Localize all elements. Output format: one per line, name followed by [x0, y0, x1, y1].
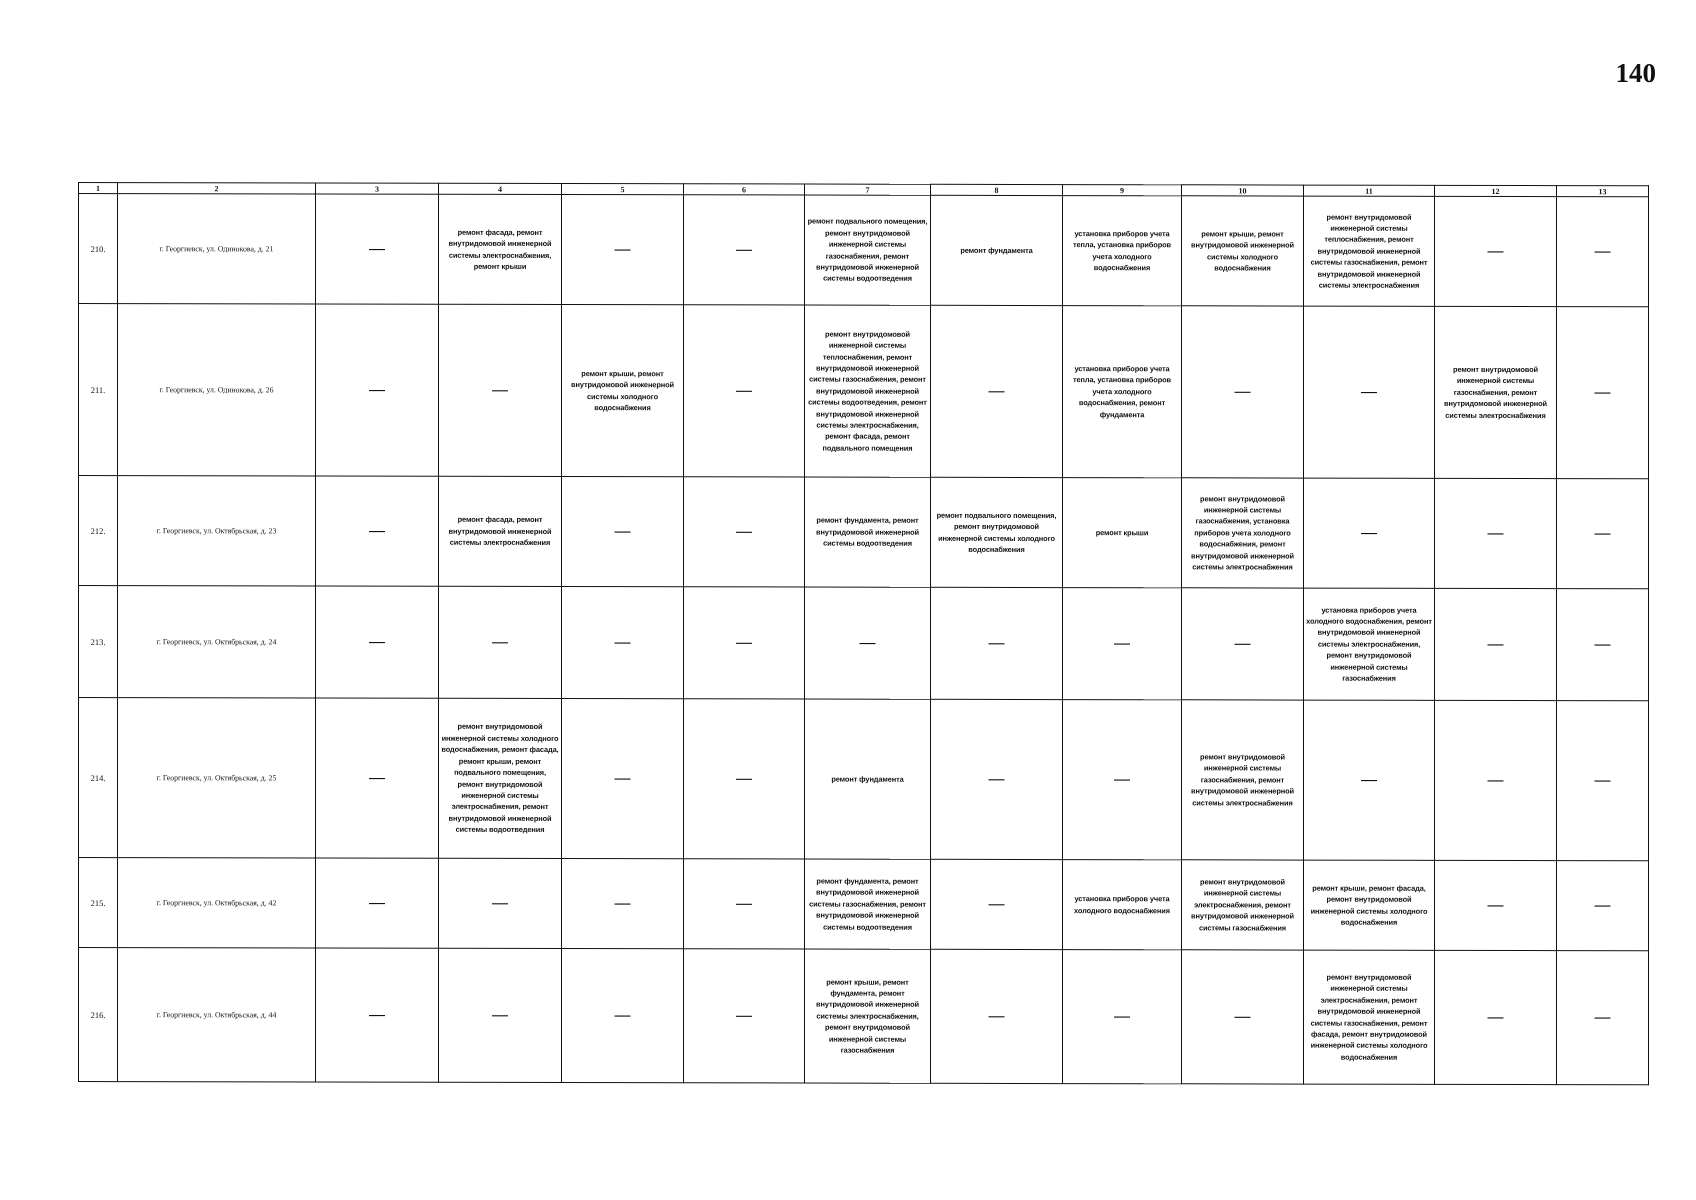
table-cell [1182, 588, 1304, 700]
table-cell [439, 698, 562, 858]
table-cell [684, 949, 805, 1083]
empty-dash: — [859, 634, 876, 652]
work-description: ремонт внутридомовой инженерной системы электроснабжения, ремонт внутридомовой инженерной системы газоснабжения [1191, 877, 1294, 933]
work-description: установка приборов учета тепла, установка приборов учета холодного водоснабжения [1073, 228, 1171, 273]
table-cell [1435, 700, 1557, 860]
address-cell: г. Георгиевск, ул. Октябрьская, д. 23 [118, 476, 316, 586]
empty-dash: — [736, 381, 752, 399]
empty-dash: — [1487, 242, 1504, 260]
empty-dash: — [1114, 634, 1130, 652]
table-cell [1304, 196, 1435, 306]
empty-dash: — [492, 381, 508, 399]
table-cell [439, 586, 562, 698]
table-cell [439, 476, 562, 586]
table-cell [1182, 700, 1304, 860]
table-cell [1435, 196, 1557, 306]
empty-dash: — [736, 894, 752, 912]
table-cell [1182, 478, 1304, 588]
table-cell [1063, 306, 1182, 478]
empty-dash: — [614, 633, 631, 651]
table-cell [1182, 860, 1304, 950]
work-description: установка приборов учета холодного водоснабжения, ремонт внутридомовой инженерной системы электроснабжения, ремонт внутридомовой инженерной системы газоснабжения [1306, 605, 1432, 683]
table-cell [1182, 306, 1304, 478]
empty-dash: — [1594, 242, 1611, 260]
empty-dash: — [1487, 524, 1504, 542]
empty-dash: — [1234, 382, 1251, 400]
empty-dash: — [492, 1006, 508, 1024]
table-cell [931, 305, 1063, 477]
empty-dash: — [988, 382, 1005, 400]
table-row [79, 586, 1649, 701]
work-description: ремонт внутридомовой инженерной системы теплоснабжения, ремонт внутридомовой инженерной системы газоснабжения, ремонт внутридомовой инженерной системы электроснабжения [1310, 212, 1428, 290]
empty-dash: — [369, 894, 385, 912]
column-header: 1 [79, 183, 118, 194]
table-cell [684, 477, 805, 587]
empty-dash: — [1594, 1008, 1611, 1026]
empty-dash: — [1361, 771, 1377, 789]
table-cell [1557, 861, 1649, 951]
address-cell: г. Георгиевск, ул. Октябрьская, д. 44 [118, 948, 316, 1082]
address-cell: г. Георгиевск, ул. Октябрьская, д. 24 [118, 586, 316, 698]
address-cell: г. Георгиевск, ул. Одинокова, д. 21 [118, 194, 316, 304]
table-cell [684, 859, 805, 949]
work-description: установка приборов учета тепла, установка приборов учета холодного водоснабжения, ремонт фундамента [1073, 364, 1171, 419]
empty-dash: — [736, 522, 752, 540]
row-number: 212. [79, 476, 118, 586]
empty-dash: — [1361, 524, 1377, 542]
table-cell [684, 587, 805, 699]
empty-dash: — [492, 633, 508, 651]
work-description: ремонт фундамента, ремонт внутридомовой инженерной системы водоотведения [816, 515, 919, 548]
row-number: 216. [79, 948, 118, 1082]
column-header: 9 [1063, 185, 1182, 196]
row-number: 210. [79, 194, 118, 304]
column-header: 12 [1435, 185, 1557, 196]
address-cell: г. Георгиевск, ул. Октябрьская, д. 25 [118, 698, 316, 858]
empty-dash: — [988, 770, 1005, 788]
work-description: ремонт фундамента, ремонт внутридомовой инженерной системы газоснабжения, ремонт внутридомовой инженерной системы водоотведения [809, 876, 926, 932]
table-cell [1304, 860, 1435, 950]
empty-dash: — [1594, 524, 1611, 542]
table-cell [1435, 860, 1557, 950]
table-cell [1304, 700, 1435, 860]
empty-dash: — [1114, 770, 1130, 788]
empty-dash: — [1487, 635, 1504, 653]
work-description: ремонт внутридомовой инженерной системы газоснабжения, ремонт внутридомовой инженерной системы электроснабжения [1191, 752, 1294, 808]
work-description: ремонт внутридомовой инженерной системы газоснабжения, установка приборов учета холодного водоснабжения, ремонт внутридомовой инженерной системы электроснабжения [1191, 493, 1294, 572]
table-cell [1304, 588, 1435, 700]
table-cell [931, 949, 1063, 1083]
table-cell [684, 699, 805, 859]
table-cell [931, 195, 1063, 305]
table-cell [1435, 950, 1557, 1084]
row-number: 213. [79, 586, 118, 698]
empty-dash: — [988, 895, 1005, 913]
empty-dash: — [1594, 635, 1611, 653]
table-cell [1557, 307, 1649, 479]
table-row [79, 194, 1649, 307]
empty-dash: — [614, 240, 631, 258]
table-row [79, 948, 1649, 1085]
column-header: 7 [805, 184, 931, 195]
table-cell [805, 949, 931, 1083]
empty-dash: — [736, 769, 752, 787]
empty-dash: — [1114, 1007, 1130, 1025]
table-cell [931, 477, 1063, 587]
capital-repair-table [78, 182, 1649, 1085]
table-cell [684, 195, 805, 305]
table-cell [439, 858, 562, 948]
row-number: 211. [79, 304, 118, 476]
table-cell [1557, 589, 1649, 701]
column-header: 4 [439, 183, 562, 194]
table-cell [316, 698, 439, 858]
table-cell [1063, 478, 1182, 588]
empty-dash: — [1234, 634, 1251, 652]
table-cell [931, 859, 1063, 949]
table-cell [1063, 588, 1182, 700]
row-number: 214. [79, 698, 118, 858]
table-cell [805, 195, 931, 305]
empty-dash: — [614, 522, 631, 540]
empty-dash: — [492, 894, 508, 912]
empty-dash: — [1594, 383, 1611, 401]
table-cell [1182, 196, 1304, 306]
table-cell [439, 194, 562, 304]
table-cell [805, 699, 931, 859]
empty-dash: — [736, 1006, 752, 1024]
address-cell: г. Георгиевск, ул. Одинокова, д. 26 [118, 304, 316, 476]
table-cell [562, 305, 684, 477]
address-cell: г. Георгиевск, ул. Октябрьская, д. 42 [118, 858, 316, 948]
empty-dash: — [614, 894, 631, 912]
empty-dash: — [1594, 771, 1611, 789]
empty-dash: — [1487, 896, 1504, 914]
table-row [79, 698, 1649, 861]
table-row [79, 304, 1649, 479]
table-cell [931, 587, 1063, 699]
work-description: ремонт фундамента [831, 774, 904, 784]
table-cell [439, 304, 562, 476]
empty-dash: — [614, 1006, 631, 1024]
empty-dash: — [614, 769, 631, 787]
table-cell [1063, 700, 1182, 860]
work-description: ремонт фасада, ремонт внутридомовой инженерной системы электроснабжения [448, 515, 552, 548]
column-header: 8 [931, 184, 1063, 195]
table-cell [1304, 306, 1435, 478]
empty-dash: — [1487, 1008, 1504, 1026]
empty-dash: — [1361, 383, 1377, 401]
table-cell [805, 477, 931, 587]
empty-dash: — [736, 633, 752, 651]
table-cell [316, 476, 439, 586]
table-row [79, 858, 1649, 951]
table-cell [1182, 950, 1304, 1084]
empty-dash: — [1594, 896, 1611, 914]
table-cell [1304, 950, 1435, 1084]
empty-dash: — [1487, 771, 1504, 789]
table-cell [316, 194, 439, 304]
table-cell [1063, 860, 1182, 950]
table-cell [439, 948, 562, 1082]
column-header: 13 [1557, 186, 1649, 197]
work-description: ремонт подвального помещения, ремонт внутридомовой инженерной системы газоснабжения, ремонт внутридомовой инженерной системы водоотведения [807, 216, 928, 284]
table-cell [1063, 196, 1182, 306]
empty-dash: — [369, 633, 385, 651]
work-description: ремонт крыши, ремонт внутридомовой инженерной системы холодного водоснабжения [571, 368, 674, 413]
table-cell [316, 948, 439, 1082]
work-description: ремонт фундамента [960, 245, 1033, 255]
table-cell [1557, 951, 1649, 1085]
table-cell [562, 195, 684, 305]
row-number: 215. [79, 858, 118, 948]
table-cell [684, 305, 805, 477]
work-description: ремонт внутридомовой инженерной системы теплоснабжения, ремонт внутридомовой инженерной системы газоснабжения, ремонт внутридомовой инженерной системы водоотведения, ремонт внутридомовой инженерной системы электроснабжения, ремонт фасада, ремонт подвального помещения [808, 329, 927, 453]
column-header: 11 [1304, 185, 1435, 196]
work-description: ремонт фасада, ремонт внутридомовой инженерной системы электроснабжения, ремонт крыши [448, 227, 552, 271]
work-description: ремонт крыши, ремонт фасада, ремонт внутридомовой инженерной системы холодного водоснабжения [1310, 883, 1428, 927]
column-header: 6 [684, 184, 805, 195]
work-description: ремонт подвального помещения, ремонт внутридомовой инженерной системы холодного водоснабжения [936, 510, 1057, 554]
table-row [79, 476, 1649, 589]
work-description: ремонт крыши, ремонт фундамента, ремонт внутридомовой инженерной системы электроснабжения, ремонт внутридомовой инженерной системы газоснабжения [816, 977, 919, 1055]
table-cell [1063, 950, 1182, 1084]
work-description: ремонт крыши [1095, 527, 1149, 538]
empty-dash: — [369, 381, 385, 399]
page-number: 140 [1615, 58, 1656, 88]
table-cell [1557, 701, 1649, 861]
empty-dash: — [369, 1006, 385, 1024]
table-cell [316, 586, 439, 698]
empty-dash: — [369, 240, 385, 258]
table-cell [316, 304, 439, 476]
table-cell [805, 587, 931, 699]
table-cell [1435, 306, 1557, 478]
work-description: ремонт внутридомовой инженерной системы газоснабжения, ремонт внутридомовой инженерной системы электроснабжения [1444, 364, 1547, 420]
table-cell [562, 477, 684, 587]
empty-dash: — [369, 522, 385, 540]
table-cell [562, 699, 684, 859]
table-cell [316, 858, 439, 948]
work-description: ремонт внутридомовой инженерной системы электроснабжения, ремонт внутридомовой инженерной системы газоснабжения, ремонт фасада, ремонт внутридомовой инженерной системы холодного водоснабжения [1310, 972, 1428, 1062]
table-cell [931, 699, 1063, 859]
empty-dash: — [369, 769, 385, 787]
work-description: ремонт внутридомовой инженерной системы холодного водоснабжения, ремонт фасада, ремонт крыши, ремонт подвального помещения, ремонт внутридомовой инженерной системы электроснабжения, ремонт внутридомовой инженерной системы водоотведения [441, 722, 559, 835]
table-cell [562, 949, 684, 1083]
table-cell [1435, 588, 1557, 700]
table-cell [1304, 478, 1435, 588]
empty-dash: — [988, 634, 1005, 652]
table-cell [1557, 479, 1649, 589]
column-header: 5 [562, 184, 684, 195]
column-header: 2 [118, 183, 316, 194]
empty-dash: — [736, 240, 752, 258]
empty-dash: — [1234, 1007, 1251, 1025]
work-description: установка приборов учета холодного водоснабжения [1074, 894, 1170, 915]
table-cell [805, 859, 931, 949]
table-cell [1435, 478, 1557, 588]
empty-dash: — [988, 1007, 1005, 1025]
table-cell [1557, 197, 1649, 307]
work-description: ремонт крыши, ремонт внутридомовой инженерной системы холодного водоснабжения [1191, 229, 1294, 273]
column-header: 10 [1182, 185, 1304, 196]
table-cell [805, 305, 931, 477]
table-cell [562, 587, 684, 699]
table-cell [562, 859, 684, 949]
column-header: 3 [316, 183, 439, 194]
